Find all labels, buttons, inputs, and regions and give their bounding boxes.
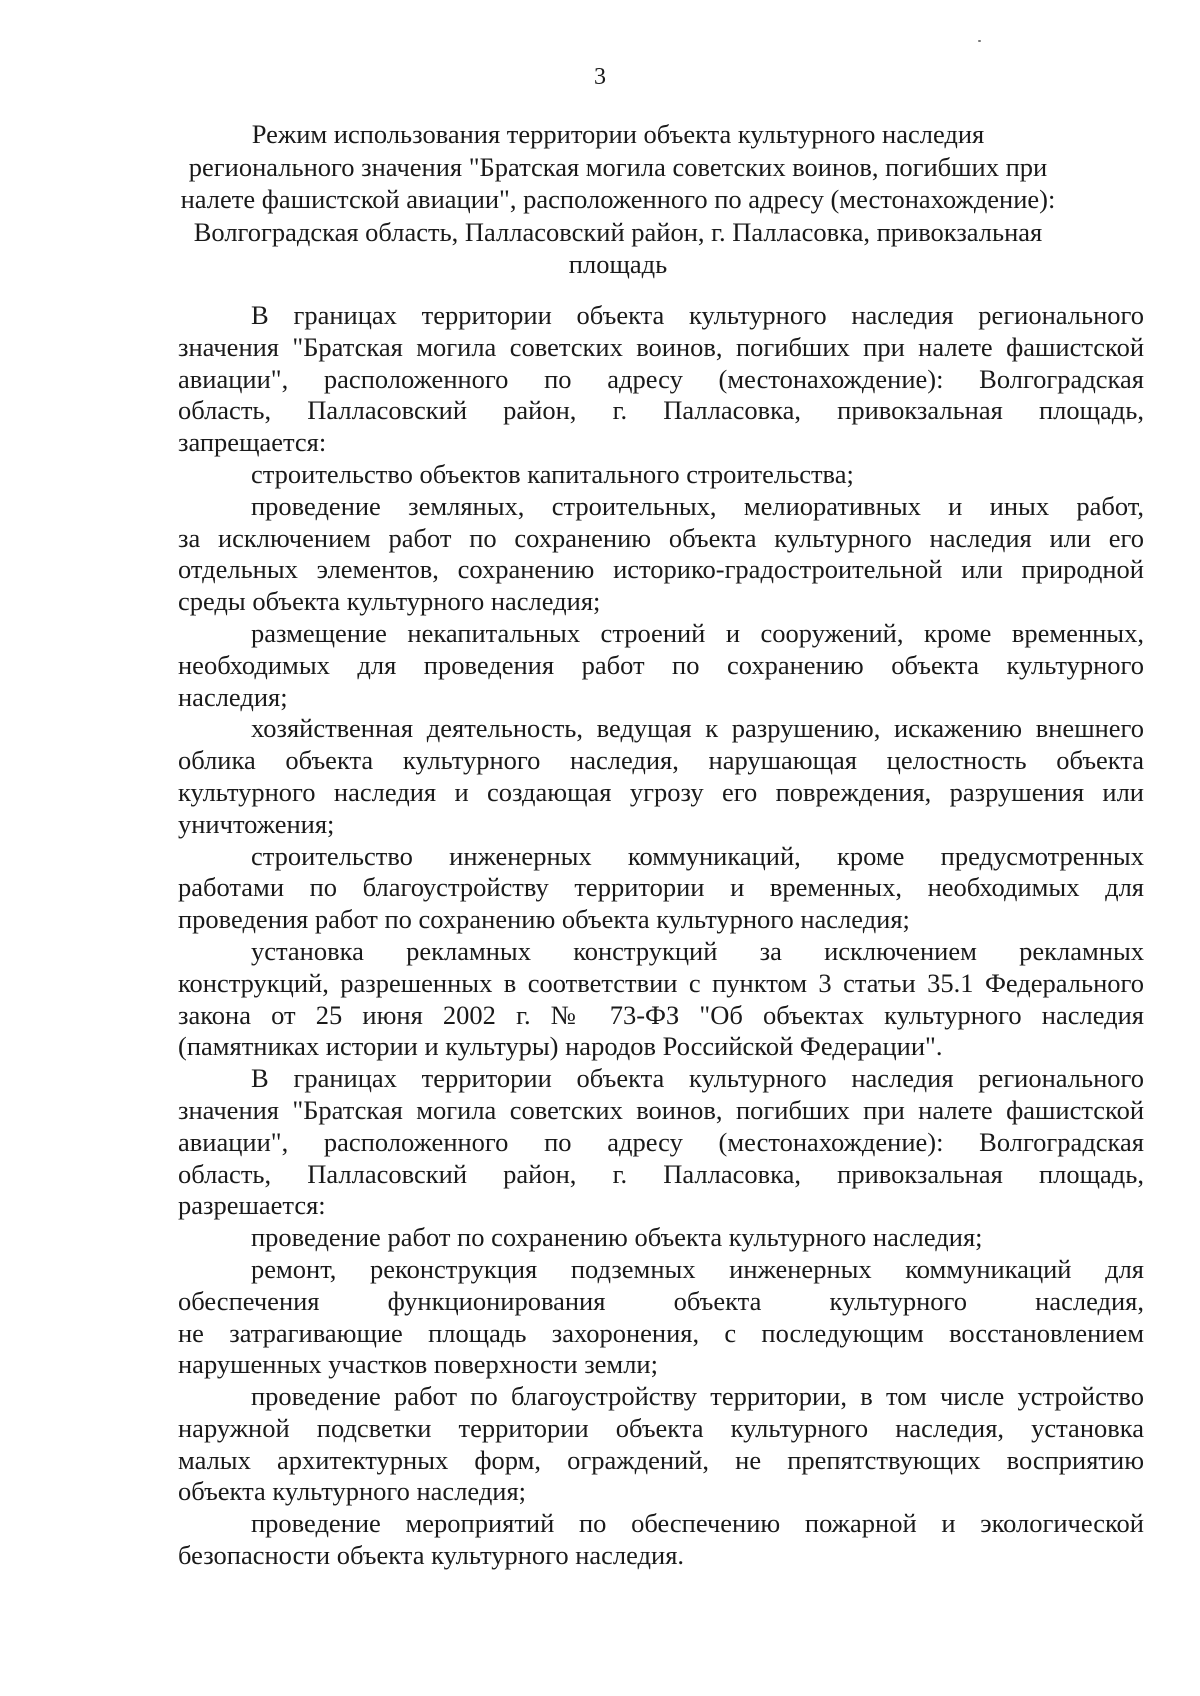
paragraph-line: закона от 25 июня 2002 г. № 73-ФЗ "Об объектах культурного наследия — [178, 999, 1144, 1030]
title-line: Режим использования территории объекта культурного наследия — [251, 119, 985, 149]
paragraph-line: наружной подсветки территории объекта культурного наследия, установка — [178, 1412, 1144, 1443]
paragraph-line: проведение мероприятий по обеспечению пожарной и экологической — [251, 1508, 1144, 1539]
paragraph-line: ремонт, реконструкция подземных инженерных коммуникаций для — [251, 1253, 1144, 1284]
paragraph-line: значения "Братская могила советских воинов, погибших при налете фашистской — [178, 331, 1144, 362]
paragraph — [178, 618, 1144, 713]
paragraph-line: проведение работ по сохранению объекта культурного наследия; — [251, 1222, 983, 1253]
paragraph-line: хозяйственная деятельность, ведущая к разрушению, искажению внешнего — [251, 713, 1144, 744]
title-line: Волгоградская область, Палласовский район, г. Палласовка, привокзальная — [193, 216, 1043, 247]
paragraph-line: значения "Братская могила советских воинов, погибших при налете фашистской — [178, 1094, 1144, 1125]
paragraph-line: объекта культурного наследия; — [178, 1476, 527, 1507]
paragraph-line: область, Палласовский район, г. Палласовка, привокзальная площадь, — [178, 1158, 1144, 1189]
paragraph-line: (памятниках истории и культуры) народов Российской Федерации". — [178, 1031, 943, 1062]
paragraph-line: авиации", расположенного по адресу (местонахождение): Волгоградская — [178, 363, 1144, 394]
paragraph-line: отдельных элементов, сохранению историко-градостроительной или природной — [178, 554, 1144, 585]
paragraph-line: безопасности объекта культурного наследия. — [178, 1540, 685, 1571]
paragraph-line: размещение некапитальных строений и сооружений, кроме временных, — [251, 617, 1144, 648]
paragraph-line: работами по благоустройству территории и временных, необходимых для — [178, 872, 1144, 903]
paragraph-line: запрещается: — [178, 427, 327, 458]
paragraph-line: проведение работ по благоустройству территории, в том числе устройство — [251, 1381, 1144, 1412]
paragraph-line: проведения работ по сохранению объекта культурного наследия; — [178, 904, 910, 935]
paragraph-line: нарушенных участков поверхности земли; — [178, 1349, 658, 1380]
paragraph-line: уничтожения; — [178, 808, 335, 839]
title-line: налете фашистской авиации", расположенного по адресу (местонахождение): — [180, 184, 1056, 214]
paragraph — [178, 459, 1144, 491]
title-line: регионального значения "Братская могила советских воинов, погибших при — [188, 151, 1048, 182]
paragraph-line: В границах территории объекта культурного наследия регионального — [251, 300, 1144, 330]
paragraph-line: за исключением работ по сохранению объекта культурного наследия или его — [178, 522, 1144, 553]
paragraph — [178, 1508, 1144, 1572]
paragraph — [178, 1063, 1144, 1222]
paragraph-line: область, Палласовский район, г. Палласовка, привокзальная площадь, — [178, 395, 1144, 426]
paragraph-line: В границах территории объекта культурного наследия регионального — [251, 1063, 1144, 1094]
paragraph-line: среды объекта культурного наследия; — [178, 586, 601, 617]
paragraph-line: проведение земляных, строительных, мелиоративных и иных работ, — [251, 490, 1144, 521]
paragraph-line: культурного наследия и создающая угрозу его повреждения, разрушения или — [178, 776, 1144, 807]
paragraph-line: не затрагивающие площадь захоронения, с последующим восстановлением — [178, 1317, 1144, 1348]
paragraph-line: строительство объектов капитального строительства; — [251, 458, 854, 489]
paragraph-line: конструкций, разрешенных в соответствии с пунктом 3 статьи 35.1 Федерального — [178, 967, 1144, 998]
paragraph-line: разрешается: — [178, 1190, 326, 1221]
paragraph — [178, 936, 1144, 1063]
paragraph-line: установка рекламных конструкций за исключением рекламных — [251, 935, 1144, 966]
paragraph — [178, 491, 1144, 618]
paragraph-line: авиации", расположенного по адресу (местонахождение): Волгоградская — [178, 1126, 1144, 1157]
document-body — [178, 300, 1144, 1572]
paragraph — [178, 1222, 1144, 1254]
paragraph-line: необходимых для проведения работ по сохранению объекта культурного — [178, 649, 1144, 680]
paragraph — [178, 300, 1144, 459]
title-line: площадь — [568, 249, 668, 279]
paragraph — [178, 1381, 1144, 1508]
page-number: 3 — [594, 64, 606, 90]
paragraph — [178, 1254, 1144, 1381]
scan-speck — [978, 40, 981, 42]
paragraph — [178, 841, 1144, 936]
paragraph-line: строительство инженерных коммуникаций, кроме предусмотренных — [251, 840, 1144, 871]
document-title — [178, 118, 1058, 281]
paragraph-line: облика объекта культурного наследия, нарушающая целостность объекта — [178, 745, 1144, 776]
paragraph-line: обеспечения функционирования объекта культурного наследия, — [178, 1285, 1144, 1316]
paragraph-line: малых архитектурных форм, ограждений, не препятствующих восприятию — [178, 1444, 1144, 1475]
paragraph-line: наследия; — [178, 681, 288, 712]
paragraph — [178, 713, 1144, 840]
